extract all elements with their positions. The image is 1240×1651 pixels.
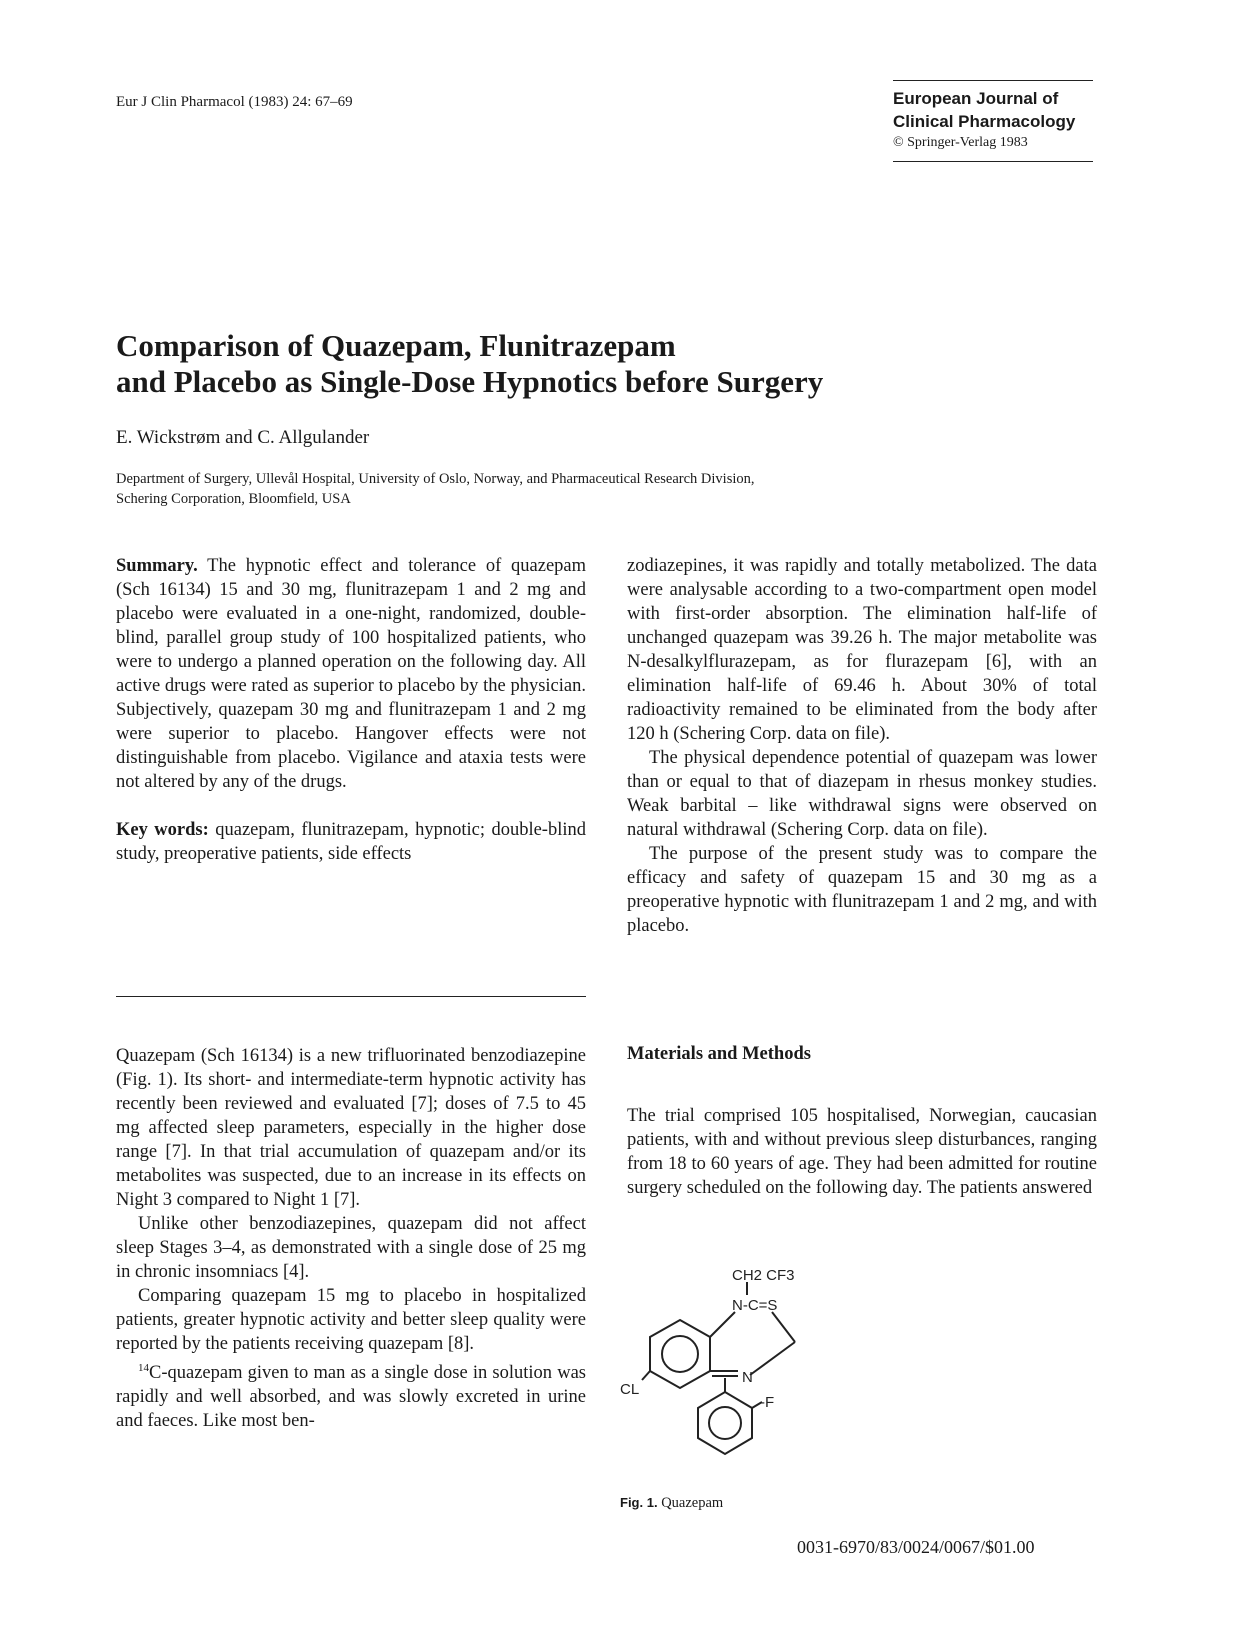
keywords-text: quazepam, flunitrazepam, hypnotic; double-blind study, preoperative patients, side effects: [116, 820, 587, 864]
benzene-ring-bottom: [698, 1392, 752, 1454]
summary-section: [116, 554, 586, 866]
right-paragraph-1: zodiazepines, it was rapidly and totally metabolized. The data were analysable according to a two-compartment open model with first-order absorption. The elimination half-life of unchanged quazepam was 39.26 h. The major metabolite was N-desalkylflurazepam, as for flurazepam [6], with an elimination half-life of 69.46 h. About 30% of total radioactivity remained to be eliminated from the body after 120 h (Schering Corp. data on file).: [627, 556, 1097, 744]
right-paragraph-3: The purpose of the present study was to compare the efficacy and safety of quazepam 15 and 30 mg as a preoperative hypnotic with flunitrazepam 1 and 2 mg, and with placebo.: [627, 844, 1097, 936]
c-to-ch2-bond: [772, 1312, 795, 1342]
journal-citation: Eur J Clin Pharmacol (1983) 24: 67–69: [116, 94, 353, 110]
affiliation-line2: Schering Corporation, Bloomfield, USA: [116, 491, 351, 507]
nc-s-label: N-C=S: [732, 1297, 778, 1314]
benzene-ring-bottom-aromatic-circle: [709, 1407, 741, 1439]
copyright-notice: © Springer-Verlag 1983: [893, 135, 1028, 150]
intro-paragraph-2: Unlike other benzodiazepines, quazepam did not affect sleep Stages 3–4, as demonstrated with a single dose of 25 mg in chronic insomniacs [4].: [116, 1214, 586, 1282]
fluorine-label: -F: [760, 1394, 775, 1411]
affiliation-line1: Department of Surgery, Ullevål Hospital, University of Oslo, Norway, and Pharmaceutical Research Division,: [116, 471, 755, 487]
benzene-ring-left-aromatic-circle: [662, 1336, 698, 1372]
intro-paragraph-4: [116, 1356, 586, 1433]
benzene-ring-left: [650, 1320, 710, 1388]
summary-text: The hypnotic effect and tolerance of quazepam (Sch 16134) 15 and 30 mg, flunitrazepam 1 and 2 mg and placebo were evaluated in a one-night, randomized, double-blind, parallel group study of 100 hospitalized patients, who were to undergo a planned operation on the following day. All active drugs were rated as superior to placebo by the physician. Subjectively, quazepam 30 mg and flunitrazepam 1 and 2 mg were superior to placebo. Hangover effects were not distinguishable from placebo. Vigilance and ataxia tests were not altered by any of the drugs.: [116, 556, 587, 792]
right-paragraph-2: The physical dependence potential of quazepam was lower than or equal to that of diazepam in rhesus monkey studies. Weak barbital – like withdrawal signs were observed on natural withdrawal (Schering Corp. data on file).: [627, 748, 1097, 840]
figure-caption-label: Fig. 1.: [620, 1495, 658, 1510]
intro-paragraph-1: Quazepam (Sch 16134) is a new trifluorinated benzodiazepine (Fig. 1). Its short- and intermediate-term hypnotic activity has recently been reviewed and evaluated [7]; doses of 7.5 to 45 mg affected sleep parameters, especially in the higher dose range [7]. In that trial accumulation of quazepam and/or its metabolites was suspected, due to an increase in its effects on Night 3 compared to Night 1 [7].: [116, 1046, 586, 1210]
journal-masthead: [893, 80, 1093, 162]
ch2-to-n-bond: [750, 1342, 795, 1375]
right-column-text: [627, 554, 1097, 938]
figure-caption-text: Quazepam: [661, 1495, 724, 1511]
introduction-section: [116, 1044, 586, 1433]
title-line2: and Placebo as Single-Dose Hypnotics before Surgery: [116, 364, 824, 399]
cl-bond: [642, 1371, 650, 1380]
article-code: 0031-6970/83/0024/0067/$01.00: [797, 1537, 1035, 1557]
methods-paragraph-1: The trial comprised 105 hospitalised, Norwegian, caucasian patients, with and without previous sleep disturbances, ranging from 18 to 60 years of age. They had been admitted for routine surgery scheduled on the following day. The patients answered: [627, 1106, 1097, 1198]
summary-paragraph: [116, 554, 586, 794]
chlorine-label: CL: [620, 1381, 640, 1398]
methods-heading: Materials and Methods: [627, 1044, 811, 1064]
intro-paragraph-3: Comparing quazepam 15 mg to placebo in hospitalized patients, greater hypnotic activity and better sleep quality were reported by the patients receiving quazepam [8].: [116, 1286, 586, 1354]
article-title: [116, 328, 1076, 400]
summary-label: Summary.: [116, 556, 198, 576]
keywords-paragraph: [116, 818, 586, 866]
intro-paragraph-4-text: C-quazepam given to man as a single dose in solution was rapidly and well absorbed, and was slowly excreted in urine and faeces. Like most ben-: [116, 1363, 586, 1432]
quazepam-structure-diagram: [620, 1270, 820, 1490]
affiliation: [116, 469, 1016, 509]
ring-to-n-bond: [710, 1312, 735, 1337]
figure-caption: [620, 1495, 723, 1512]
keywords-label: Key words:: [116, 820, 209, 840]
ch2cf3-label: CH2 CF3: [732, 1270, 795, 1284]
journal-name-line1: European Journal of: [893, 89, 1059, 108]
title-line1: Comparison of Quazepam, Flunitrazepam: [116, 328, 676, 363]
journal-name-line2: Clinical Pharmacology: [893, 112, 1076, 131]
methods-section: [627, 1104, 1097, 1200]
authors: E. Wickstrøm and C. Allgulander: [116, 427, 370, 448]
nitrogen-label: N: [742, 1369, 753, 1386]
isotope-superscript: 14: [138, 1362, 149, 1374]
summary-divider: [116, 996, 586, 997]
